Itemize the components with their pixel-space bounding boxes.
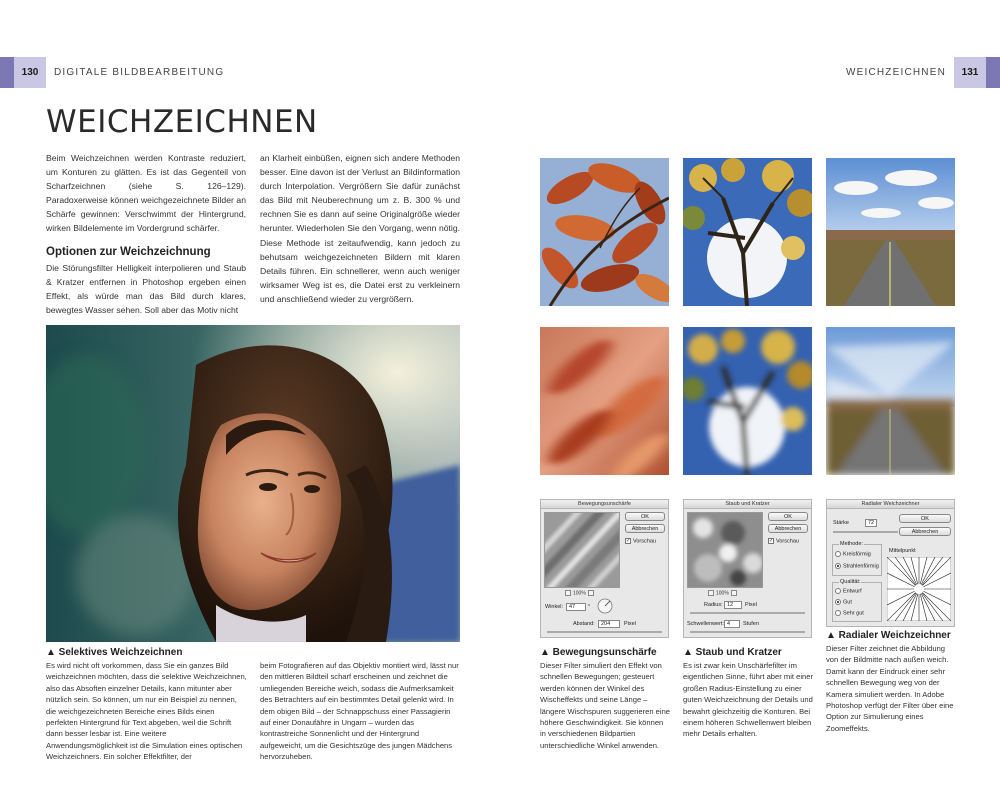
running-head-left: DIGITALE BILDBEARBEITUNG	[54, 67, 225, 78]
caption-head-dust: ▲ Staub und Kratzer	[683, 647, 782, 658]
method-option-zoom[interactable]: Strahlenförmig	[835, 563, 879, 569]
dialog-radial-blur	[826, 499, 955, 627]
radius-slider[interactable]	[690, 612, 805, 614]
threshold-slider[interactable]	[690, 631, 805, 633]
caption-text-selective-2: beim Fotografieren auf das Objektiv montiert wird, lässt nur den mittleren Bildteil scharf erscheinen und zeichnet die umliegenden Bereiche weich, sodass die Aufmerksamkeit des Betrachters auf ein bestimmtes Detail gelenkt wird. In dem obigen Bild – der Schnappschuss einer Passagierin auf einer Donaufähre in Ungarn – wurden das kontrastreiche Sonnenlicht und der Hintergrund aufgeweicht, um die Gesichtszüge des jungen Mädchens hervorzuheben.	[260, 661, 459, 762]
caption-head-radial: ▲ Radialer Weichzeichner	[826, 630, 951, 641]
preview-label: Vorschau	[633, 538, 656, 545]
page-number-right: 131	[954, 57, 986, 88]
dialog-title: Radialer Weichzeichner	[827, 500, 954, 509]
zoom-in-button[interactable]	[731, 590, 737, 596]
dialog-dust-scratches	[683, 499, 812, 638]
radio-icon	[835, 551, 841, 557]
zoom-out-button[interactable]	[565, 590, 571, 596]
chapter-title: WEICHZEICHNEN	[46, 104, 318, 140]
cancel-button[interactable]: Abbrechen	[899, 527, 951, 536]
leaves-motion-blur-illustration	[540, 327, 669, 475]
angle-label: Winkel:	[545, 604, 564, 610]
checkbox-check-icon: ✓	[769, 538, 774, 544]
distance-input[interactable]: 204	[598, 620, 620, 628]
zoom-in-button[interactable]	[588, 590, 594, 596]
folio-accent-right	[986, 57, 1000, 88]
threshold-unit: Stufen	[743, 621, 759, 627]
method-option-circular[interactable]: Kreisförmig	[835, 551, 871, 557]
cancel-button[interactable]: Abbrechen	[768, 524, 808, 533]
interpolation-paragraph: an Klarheit einbüßen, eignen sich andere Methoden besser. Eine davon ist der Verlust an Bildinformation durch Interpolation. Vergrößern Sie dafür zunächst das Bild mit Neuberechnung um z. B. 300 % und rechnen Sie es dann auf seine Originalgröße wieder herunter. Wiederholen Sie den Vorgang, wenn nötig. Diese Methode ist zeitaufwendig, kann jedoch zu behutsam weichgezeichneten Bildern mit klaren Details führen. Ein schnellerer, wenn auch weniger wirksamer Weg ist es, die Datei erst zu verkleinern und anschließend wieder zu vergrößern.	[260, 153, 460, 304]
blur-center-picker[interactable]	[887, 557, 951, 621]
photo-road-sharp	[826, 158, 955, 306]
photo-leaves-sharp	[540, 158, 669, 306]
distance-slider[interactable]	[547, 631, 662, 633]
photo-tree-dust-filter	[683, 327, 812, 475]
leaves-illustration	[540, 158, 669, 306]
quality-option-best[interactable]: Sehr gut	[835, 610, 864, 616]
dialog-title: Staub und Kratzer	[684, 500, 811, 509]
strength-label: Stärke	[833, 520, 849, 526]
intro-paragraph: Beim Weichzeichnen werden Kontraste reduziert, um Konturen zu glätten. Es ist das Gegenteil von Scharfzeichnen (siehe S. 126–129). Paradoxerweise können weichgezeichnete Bilder an Schärfe gewinnen: Verschwimmt der Hintergrund, wirken Bildelemente im Vordergrund schärfer.	[46, 153, 246, 234]
road-radial-blur-illustration	[826, 327, 955, 475]
portrait-illustration	[46, 325, 460, 642]
threshold-input[interactable]: 4	[724, 620, 740, 628]
photo-leaves-motion-blur	[540, 327, 669, 475]
dialog-preview-area	[687, 512, 763, 588]
threshold-label: Schwellenwert:	[687, 621, 724, 627]
zoom-out-button[interactable]	[708, 590, 714, 596]
distance-unit: Pixel	[624, 621, 636, 627]
radius-input[interactable]: 12	[724, 601, 742, 609]
ok-button[interactable]: OK	[899, 514, 951, 523]
dialog-motion-blur	[540, 499, 669, 638]
angle-unit: °	[588, 604, 591, 610]
folio-accent-left	[0, 57, 14, 88]
caption-text-radial: Dieser Filter zeichnet die Abbildung von der Bildmitte nach außen weich. Damit kann der Eindruck einer sehr schnellen Bewegung weg von der Kamera simuliert werden. In Adobe Photoshop verfügt der Filter über eine Option zur Simulierung eines Zoomeffekts.	[826, 644, 954, 733]
radio-icon	[835, 610, 841, 616]
caption-head-motion: ▲ Bewegungsunschärfe	[540, 647, 657, 658]
preview-label: Vorschau	[776, 538, 799, 545]
page-number-left: 130	[14, 57, 46, 88]
radio-icon	[835, 588, 841, 594]
angle-input[interactable]: 47	[566, 603, 586, 611]
radius-unit: Pixel	[745, 602, 757, 608]
caption-text-selective-1: Es wird nicht oft vorkommen, dass Sie ein ganzes Bild weichzeichnen möchten, dass die selektive Weichzeichnen, also das Absoften einzelner Details, kann mitunter aber nützlich sein. So können, um nur ein Beispiel zu nennen, die weichgezeichneten Bereiche eines Bilds einen perfekten Hintergrund für Text abgeben, weil die Schrift dann besser lesbar ist. Eine weitere Anwendungsmöglichkeit ist die Simulation eines optischen Weichzeichners. Ein solcher Effektfilter, der	[46, 661, 247, 762]
caption-head-selective: ▲ Selektives Weichzeichnen	[46, 647, 183, 658]
cancel-button[interactable]: Abbrechen	[625, 524, 665, 533]
road-illustration	[826, 158, 955, 306]
preview-checkbox[interactable]	[768, 538, 799, 544]
radio-selected-icon	[835, 599, 841, 605]
tree-dust-filter-illustration	[683, 327, 812, 475]
caption-text-dust: Es ist zwar kein Unschärfefilter im eigentlichen Sinne, führt aber mit einer großen Radius-Einstellung zu einer guten Weichzeichnung der Details und bewahrt gleichzeitig die Konturen. Bei einem höheren Schwellenwert bleiben mehr Details erhalten.	[683, 661, 814, 739]
checkbox-check-icon: ✓	[626, 538, 631, 544]
radius-label: Radius:	[704, 602, 723, 608]
method-group	[832, 541, 882, 576]
angle-dial-icon[interactable]	[597, 598, 613, 614]
distance-label: Abstand:	[573, 621, 595, 627]
motion-preview-texture	[545, 513, 620, 588]
method-label: Methode:	[840, 541, 863, 547]
ok-button[interactable]: OK	[625, 512, 665, 521]
dialog-preview-area	[544, 512, 620, 588]
ok-button[interactable]: OK	[768, 512, 808, 521]
zoom-control	[706, 590, 739, 596]
caption-text-motion: Dieser Filter simuliert den Effekt von schnellen Bewegungen; gesteuert werden können der Winkel des Wischeffekts und seine Länge – längere Wischspuren suggerieren eine höhere Geschwindigkeit. Sie können in verschiedenen Bildpartien unterschiedliche Winkel anwenden.	[540, 661, 671, 750]
zoom-level: 100%	[716, 590, 729, 597]
photo-tree-sharp	[683, 158, 812, 306]
center-label: Mittelpunkt	[889, 548, 916, 554]
strength-slider[interactable]	[833, 531, 898, 533]
portrait-photo	[46, 325, 460, 642]
section-subhead: Optionen zur Weichzeichnung	[46, 245, 211, 258]
body-column-2	[260, 151, 460, 306]
zoom-level: 100%	[573, 590, 586, 597]
quality-option-good[interactable]: Gut	[835, 599, 852, 605]
quality-label: Qualität:	[840, 579, 861, 585]
dust-preview-texture	[688, 513, 763, 588]
radio-selected-icon	[835, 563, 841, 569]
strength-input[interactable]: 72	[865, 519, 877, 527]
zoom-control	[563, 590, 596, 596]
options-paragraph: Die Störungsfilter Helligkeit interpolieren und Staub & Kratzer entfernen in Photoshop ergeben einen Effekt, als würde man das Bild durch klares, bewegtes Wasser sehen. Soll aber das Motiv nicht	[46, 262, 246, 315]
preview-checkbox[interactable]	[625, 538, 656, 544]
quality-option-draft[interactable]: Entwurf	[835, 588, 862, 594]
dialog-title: Bewegungsunschärfe	[541, 500, 668, 509]
photo-road-radial-blur	[826, 327, 955, 475]
running-head-right: WEICHZEICHNEN	[845, 67, 946, 78]
quality-group	[832, 579, 882, 622]
tree-illustration	[683, 158, 812, 306]
body-column-1	[46, 151, 246, 317]
